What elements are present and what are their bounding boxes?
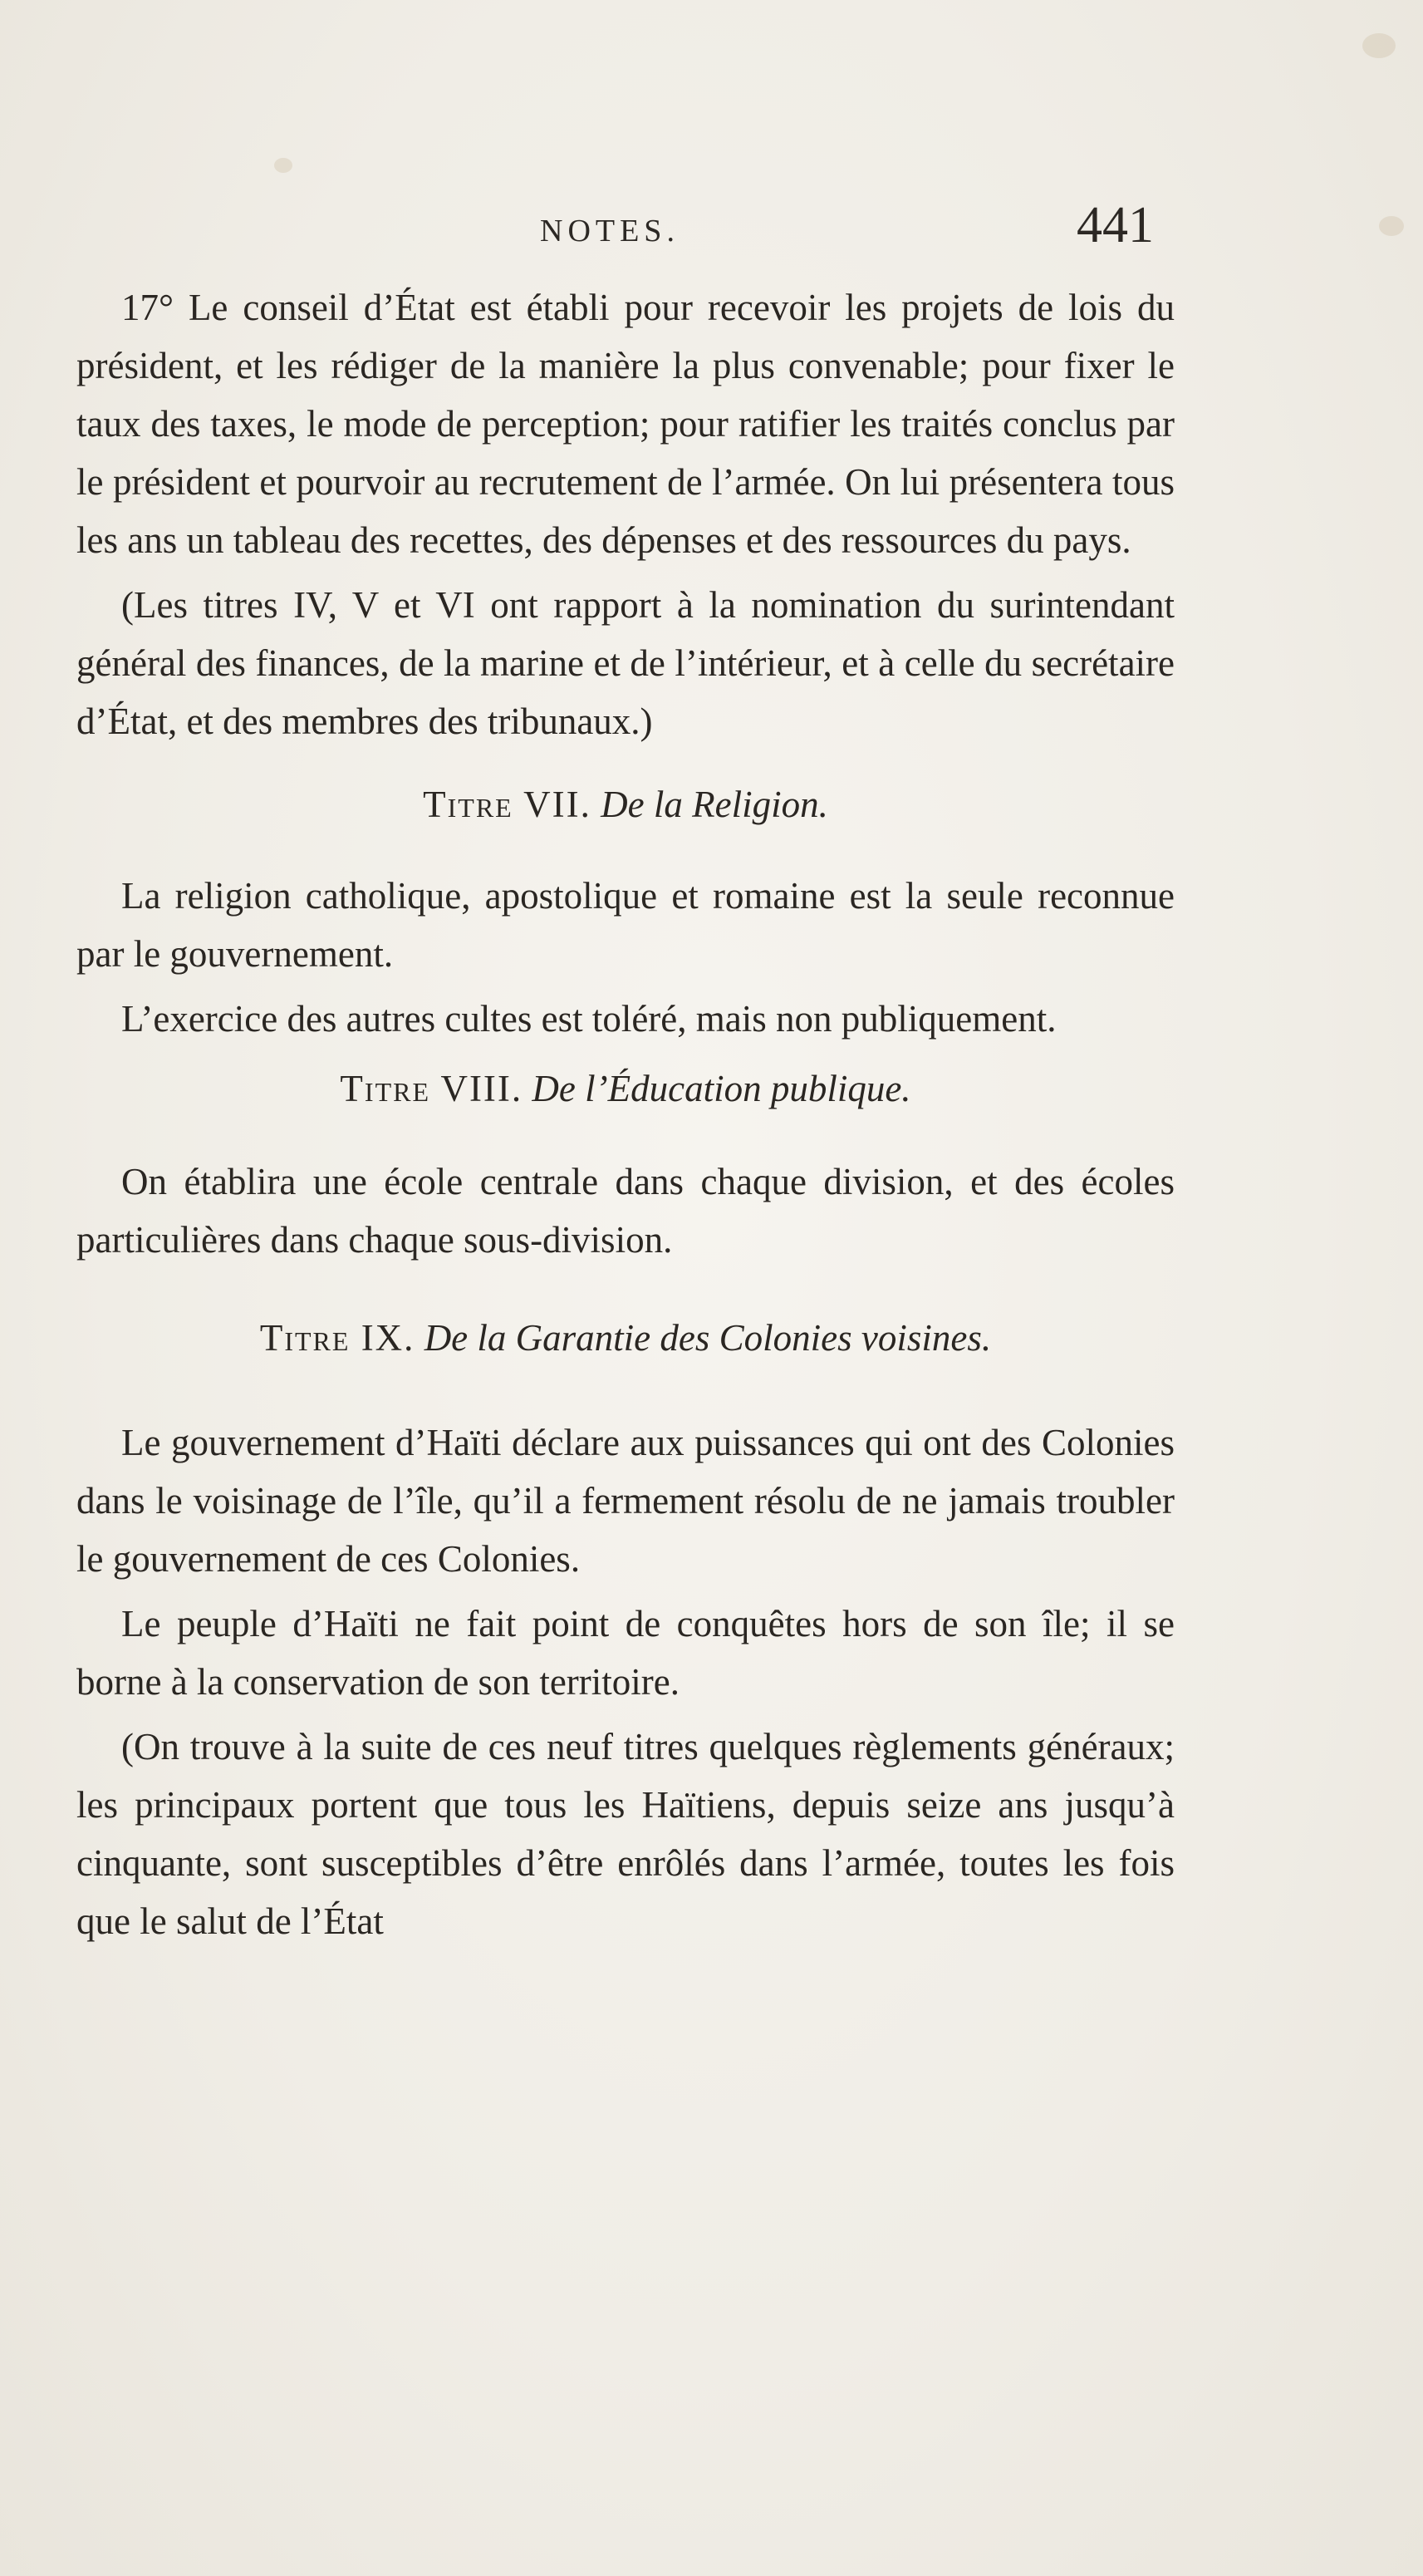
title-subject: De la Garantie des Colonies voisines.: [424, 1317, 992, 1359]
running-head: NOTES.: [540, 214, 680, 248]
paper-foxing-spot: [1362, 33, 1396, 58]
section-title-colonies: [76, 1309, 1175, 1367]
title-subject: De la Religion.: [601, 784, 828, 825]
title-label: Titre VII.: [423, 784, 591, 825]
page-header: [0, 196, 1423, 271]
main-text: [76, 278, 1175, 1950]
title-subject: De l’Éducation publique.: [532, 1068, 911, 1109]
section-title-religion: [76, 775, 1175, 833]
paragraph-general-regulations: (On trouve à la suite de ces neuf titres quelques règlements généraux; les principaux portent que tous les Haïtiens, depuis seize ans jusqu’à cinquante, sont susceptibles d’être enrôlés dans l’armée, toutes les fois que le salut de l’État: [76, 1726, 1175, 1942]
page-number: 441: [1077, 197, 1154, 253]
title-label: Titre VIII.: [340, 1068, 523, 1109]
paragraph-no-conquests: Le peuple d’Haïti ne fait point de conquêtes hors de son île; il se borne à la conservation de son territoire.: [76, 1603, 1175, 1703]
paragraph-other-cults: L’exercice des autres cultes est toléré, mais non publiquement.: [121, 998, 1057, 1040]
title-label: Titre IX.: [259, 1317, 415, 1359]
section-title-education: [76, 1059, 1175, 1118]
paper-foxing-spot: [274, 158, 292, 173]
paragraph-government-declaration: Le gouvernement d’Haïti déclare aux puissances qui ont des Colonies dans le voisinage de l’île, qu’il a fermement résolu de ne jamais troubler le gouvernement de ces Colonies.: [76, 1422, 1175, 1580]
paragraph-titles-note: (Les titres IV, V et VI ont rapport à la nomination du surintendant général des finances, de la marine et de l’intérieur, et à celle du secrétaire d’État, et des membres des tribunaux.): [76, 584, 1175, 742]
paragraph-article-17: 17° Le conseil d’État est établi pour recevoir les projets de lois du président, et les rédiger de la manière la plus convenable; pour fixer le taux des taxes, le mode de perception; pour ratifier les traités conclus par le président et pourvoir au recrutement de l’armée. On lui présentera tous les ans un tableau des recettes, des dépenses et des ressources du pays.: [76, 287, 1175, 561]
paragraph-religion: La religion catholique, apostolique et romaine est la seule reconnue par le gouvernement.: [76, 875, 1175, 975]
paragraph-schools: On établira une école centrale dans chaque division, et des écoles particulières dans chaque sous-division.: [76, 1161, 1175, 1261]
